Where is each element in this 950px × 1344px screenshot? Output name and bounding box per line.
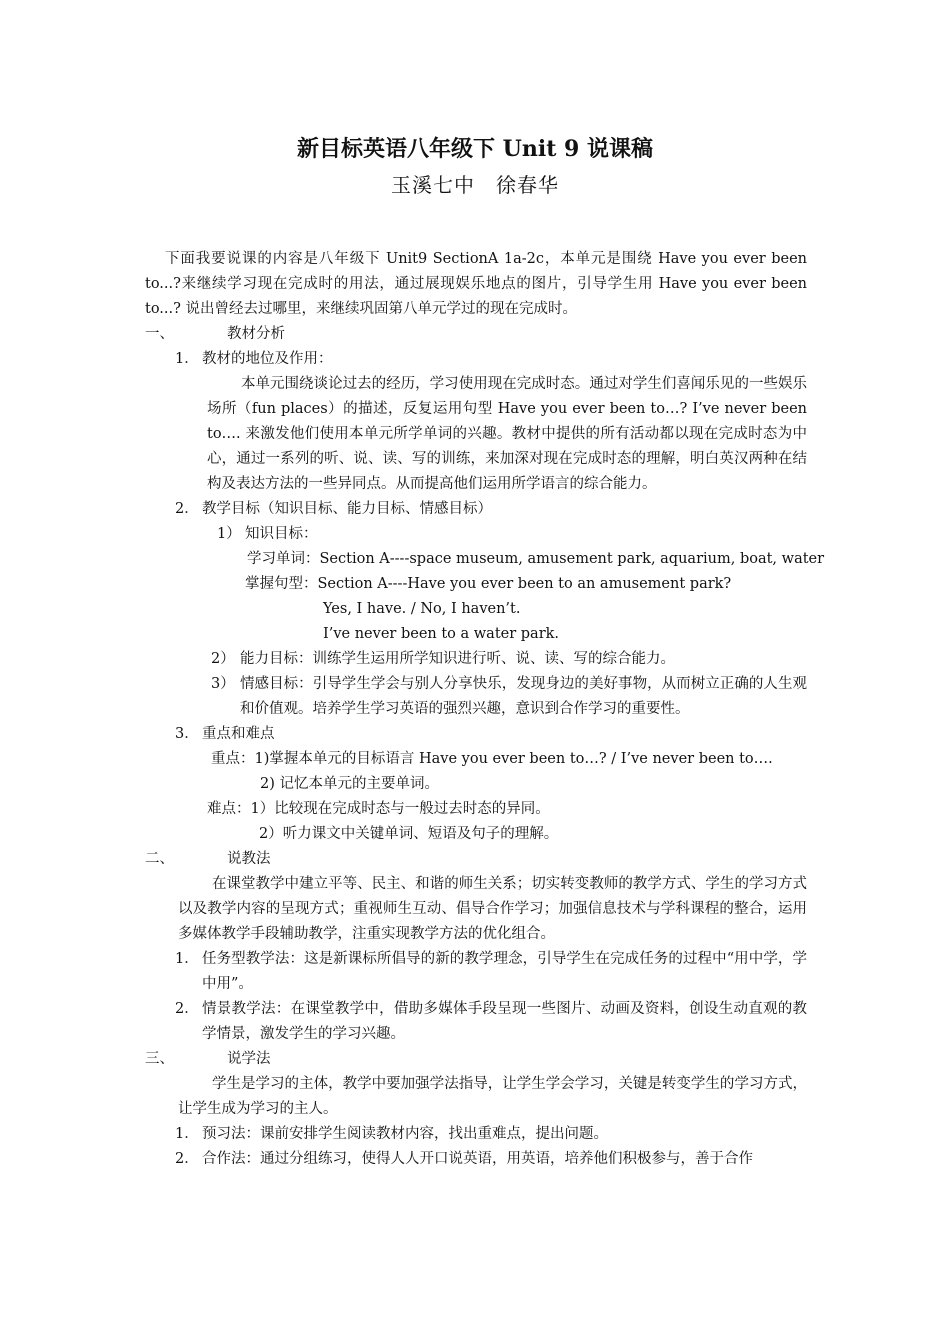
item-number: 1．: [175, 1126, 199, 1142]
document-body: [145, 247, 825, 1172]
key-point-1: 重点：1)掌握本单元的目标语言 Have you ever been to…? / I’ve never been to….: [211, 751, 773, 767]
item-number: 2）: [211, 651, 235, 667]
section-title: 说学法: [227, 1051, 271, 1067]
item-title: 知识目标：: [245, 526, 318, 542]
list-item: [145, 1122, 807, 1147]
subsection-title: 教材的地位及作用：: [202, 351, 333, 367]
item-text: 任务型教学法：这是新课标所倡导的新的教学理念，引导学生在完成任务的过程中“用中学，学中用”。: [202, 951, 807, 992]
subsection-1-1-heading: [145, 347, 807, 372]
section-title: 教材分析: [227, 326, 285, 342]
teaching-method-paragraph: 在课堂教学中建立平等、民主、和谐的师生关系；切实转变教师的教学方式、学生的学习方式以及教学内容的呈现方式；重视师生互动、倡导合作学习；加强信息技术与学科课程的整合，运用多媒体教学手段辅助教学，注重实现教学方法的优化组合。: [178, 876, 807, 942]
sentence-pattern-line: 掌握句型：Section A----Have you ever been to an amusement park?: [245, 576, 732, 592]
item-number: 1．: [175, 951, 199, 967]
key-point-2: 2) 记忆本单元的主要单词。: [260, 776, 439, 792]
subsection-number: 3．: [175, 726, 199, 742]
material-role-paragraph: 本单元围绕谈论过去的经历，学习使用现在完成时态。通过对学生们喜闻乐见的一些娱乐场所（fun places）的描述，反复运用句型 Have you ever been to…? I’ve never been to…. 来激发他们使用本单元所学单词的兴趣。教材中提供的所有活动都以现在完成时态为中心，通过一系列的听、说、读、写的训练，来加深对现在完成时态的理解，明白英汉两种在结构及表达方法的一些异同点。从而提高他们运用所学语言的综合能力。: [207, 376, 807, 492]
section-number: 二、: [145, 851, 174, 867]
item-number: 1）: [217, 526, 241, 542]
subsection-title: 教学目标（知识目标、能力目标、情感目标）: [202, 501, 492, 517]
subsection-1-2-heading: [145, 497, 807, 522]
section-number: 三、: [145, 1051, 174, 1067]
intro-paragraph: 下面我要说课的内容是八年级下 Unit9 SectionA 1a-2c，本单元是围绕 Have you ever been to...?来继续学习现在完成时的用法，通过展现娱乐地点的图片，引导学生用 Have you ever been to...? 说出曾经去过哪里，来继续巩固第八单元学过的现在完成时。: [145, 251, 807, 317]
item-text: 情感目标：引导学生学会与别人分享快乐，发现身边的美好事物，从而树立正确的人生观和价值观。培养学生学习英语的强烈兴趣，意识到合作学习的重要性。: [240, 676, 807, 717]
subsection-number: 2．: [175, 501, 199, 517]
difficulty-1: 难点：1）比较现在完成时态与一般过去时态的异同。: [207, 801, 550, 817]
list-item: [145, 947, 807, 997]
item-text: 合作法：通过分组练习，使得人人开口说英语，用英语，培养他们积极参与，善于合作: [202, 1151, 753, 1167]
item-number: 3）: [211, 676, 235, 692]
item-text: 情景教学法：在课堂教学中，借助多媒体手段呈现一些图片、动画及资料，创设生动直观的教学情景，激发学生的学习兴趣。: [202, 1001, 807, 1042]
list-item: [145, 997, 807, 1047]
learning-method-paragraph: 学生是学习的主体，教学中要加强学法指导，让学生学会学习，关键是转变学生的学习方式，让学生成为学习的主人。: [178, 1076, 807, 1117]
section-title: 说教法: [227, 851, 271, 867]
ability-goal: [145, 647, 807, 672]
section-2-heading: [145, 847, 807, 872]
subsection-1-3-heading: [145, 722, 807, 747]
subsection-title: 重点和难点: [202, 726, 275, 742]
difficulty-2: 2）听力课文中关键单词、短语及句子的理解。: [259, 826, 559, 842]
item-text: 预习法：课前安排学生阅读教材内容，找出重难点，提出问题。: [202, 1126, 608, 1142]
sentence-pattern-example: I’ve never been to a water park.: [323, 626, 560, 642]
item-text: 能力目标：训练学生运用所学知识进行听、说、读、写的综合能力。: [240, 651, 675, 667]
subsection-number: 1．: [175, 351, 199, 367]
author-line: 玉溪七中 徐春华: [391, 173, 559, 197]
emotion-goal: [145, 672, 807, 722]
section-3-heading: [145, 1047, 807, 1072]
item-number: 2．: [175, 1001, 199, 1017]
list-item: [145, 1147, 807, 1172]
section-number: 一、: [145, 326, 174, 342]
section-1-heading: [145, 322, 807, 347]
sentence-pattern-answer: Yes, I have. / No, I haven’t.: [323, 601, 521, 617]
document-title: 新目标英语八年级下 Unit 9 说课稿: [297, 136, 653, 162]
knowledge-goal-heading: [145, 522, 807, 547]
vocabulary-line: 学习单词：Section A----space museum, amusement park, aquarium, boat, water: [247, 551, 825, 567]
item-number: 2．: [175, 1151, 199, 1167]
